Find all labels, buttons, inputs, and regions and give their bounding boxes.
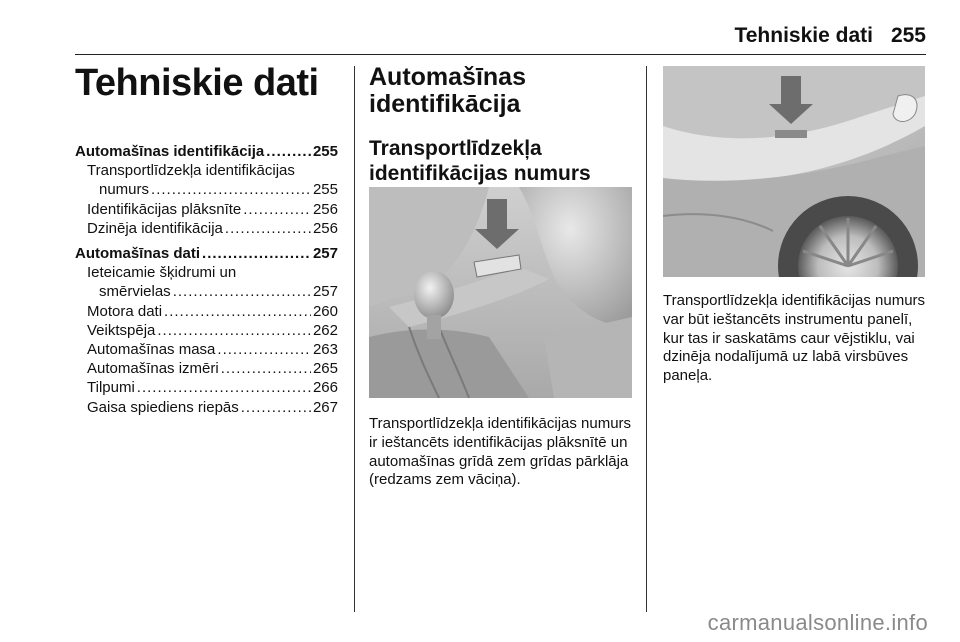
toc-entry-label: Automašīnas masa (87, 341, 216, 359)
toc-entry-label: Tilpumi (87, 379, 135, 397)
table-of-contents (75, 142, 338, 417)
toc-leader (225, 219, 311, 238)
floor-vin-illustration (369, 187, 632, 398)
toc-leader (217, 340, 311, 359)
toc-leader (157, 321, 311, 340)
toc-entry-page: 266 (312, 379, 338, 397)
toc-entry-label: Identifikācijas plāksnīte (87, 200, 242, 218)
page-number: 255 (890, 24, 926, 47)
toc-entry-engine-id[interactable] (75, 219, 338, 238)
toc-entry-vehicle-dimensions[interactable] (75, 359, 338, 378)
watermark: carmanualsonline.info (707, 610, 928, 635)
vin-floor-paragraph: Transportlīdzekļa identifikācijas numurs ir ieštancēts identifikācijas plāksnītē un automašīnas grīdā zem grīdas pārklāja (redzams zem vāciņa). (369, 415, 632, 489)
toc-entry-label: Dzinēja identifikācija (87, 219, 223, 237)
column-divider (646, 66, 647, 612)
toc-leader (173, 282, 311, 301)
section-heading-line: Automašīnas (369, 63, 526, 91)
toc-entry-page: 256 (312, 200, 338, 218)
toc-entry-vin-line1[interactable]: Transportlīdzekļa identifikācijas (87, 162, 295, 180)
toc-entry-label: Motora dati (87, 302, 163, 320)
subsection-heading-line: Transportlīdzekļa (369, 137, 542, 160)
toc-entry-page: 257 (312, 245, 338, 263)
toc-entry-id-plate[interactable] (75, 200, 338, 219)
toc-entry-performance[interactable] (75, 321, 338, 340)
toc-entry-vin[interactable] (75, 180, 338, 199)
toc-entry-label: Veiktspēja (87, 321, 156, 339)
toc-leader (202, 244, 311, 263)
toc-entry-vehicle-identification[interactable] (75, 142, 338, 161)
subsection-heading (369, 136, 633, 186)
toc-entry-label: Gaisa spiediens riepās (87, 398, 239, 416)
vin-windscreen-paragraph: Transportlīdzekļa identifikācijas numurs var būt ieštancēts instrumentu panelī, kur tas ir saskatāms caur vējstiklu, vai dzinēja nodalījumā uz labā virsbūves paneļa. (663, 292, 926, 385)
toc-entry-page: 267 (312, 398, 338, 416)
toc-leader (151, 180, 311, 199)
toc-entry-page: 262 (312, 321, 338, 339)
toc-entry-capacities[interactable] (75, 378, 338, 397)
toc-leader (243, 200, 311, 219)
section-heading (369, 64, 633, 118)
toc-entry-label: Automašīnas identifikācija (75, 143, 265, 160)
toc-entry-label: smērvielas (99, 283, 171, 301)
toc-entry-page: 255 (312, 181, 338, 199)
toc-entry-fluids[interactable] (75, 282, 338, 301)
chapter-title: Tehniskie dati (75, 62, 319, 104)
section-column (369, 64, 633, 186)
running-head (734, 24, 926, 48)
toc-leader (221, 359, 311, 378)
header-rule (75, 54, 926, 55)
toc-leader (266, 142, 311, 161)
toc-entry-engine-data[interactable] (75, 302, 338, 321)
toc-leader (137, 378, 311, 397)
toc-entry-label: Automašīnas dati (75, 245, 201, 263)
toc-entry-label: numurs (99, 181, 150, 199)
toc-entry-vehicle-weight[interactable] (75, 340, 338, 359)
subsection-heading-line: identifikācijas numurs (369, 162, 591, 185)
toc-entry-page: 255 (312, 143, 338, 160)
toc-entry-page: 265 (312, 360, 338, 378)
toc-entry-label: Automašīnas izmēri (87, 360, 219, 378)
windscreen-vin-illustration (663, 66, 925, 277)
toc-entry-page: 260 (312, 302, 338, 320)
toc-entry-fluids-line1[interactable]: Ieteicamie šķidrumi un (87, 264, 237, 282)
toc-entry-page: 263 (312, 341, 338, 359)
toc-leader (164, 302, 311, 321)
toc-entry-tyre-pressure[interactable] (75, 398, 338, 417)
floor-vin-photo (369, 187, 632, 398)
column-divider (354, 66, 355, 612)
windscreen-vin-photo (663, 66, 925, 277)
toc-entry-page: 257 (312, 283, 338, 301)
running-head-title: Tehniskie dati (734, 24, 873, 47)
toc-entry-vehicle-data[interactable] (75, 244, 338, 263)
section-heading-line: identifikācija (369, 90, 521, 118)
toc-leader (241, 398, 311, 417)
toc-entry-page: 256 (312, 219, 338, 237)
